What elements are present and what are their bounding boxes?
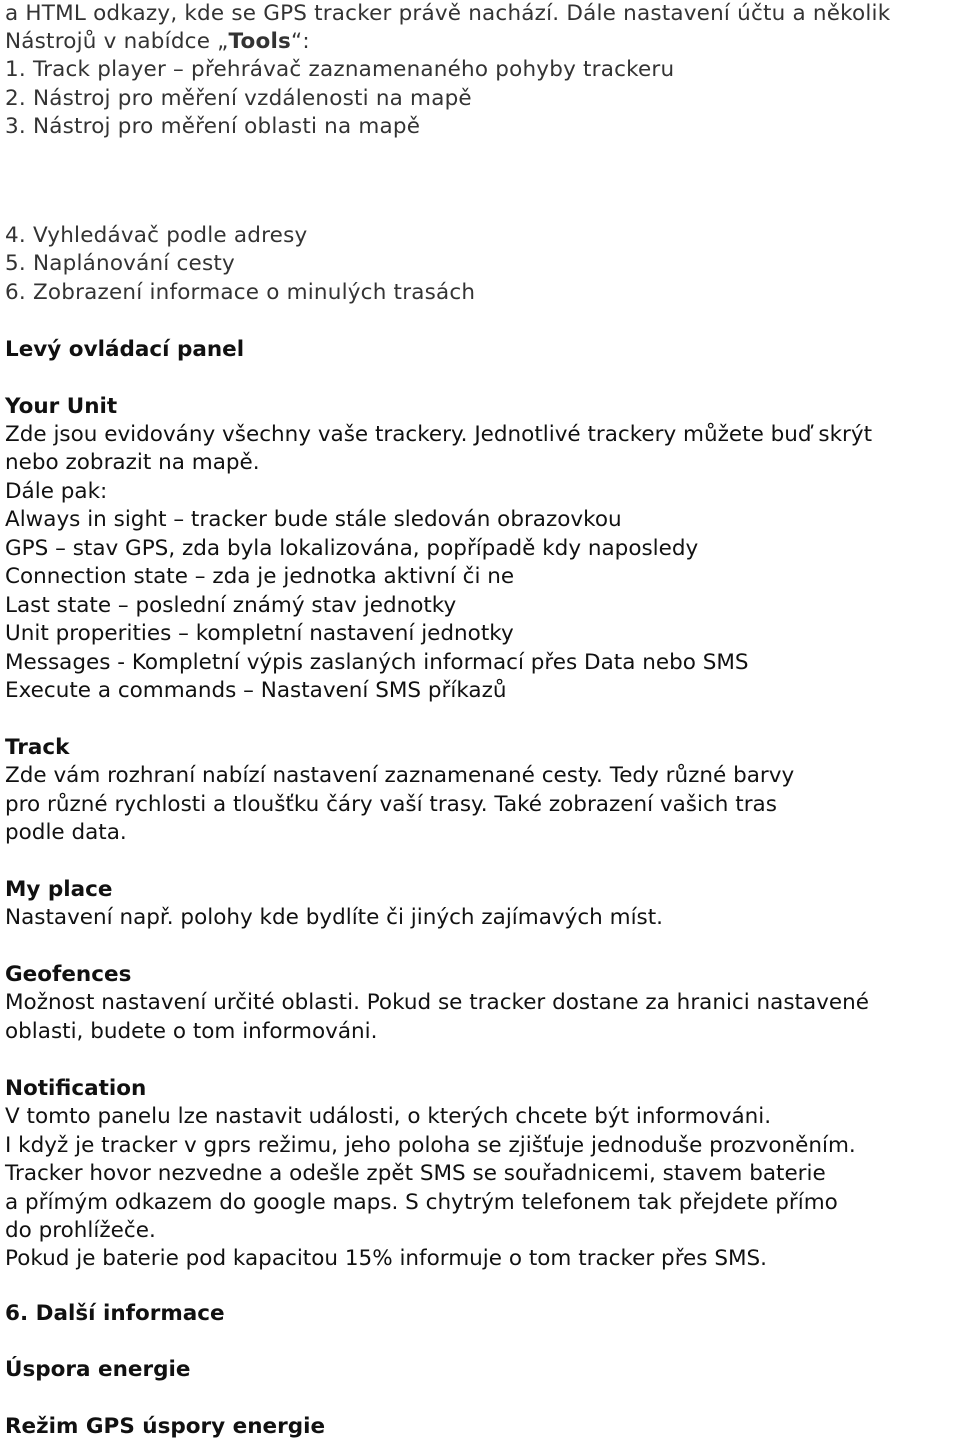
tool-item: 6. Zobrazení informace o minulých trasách xyxy=(5,280,476,305)
tools-label: Tools xyxy=(228,29,292,54)
section-heading-your-unit: Your Unit xyxy=(5,394,118,419)
paragraph-line: pro různé rychlosti a tloušťku čáry vaší trasy. Také zobrazení vašich tras xyxy=(5,792,777,817)
section-heading-my-place: My place xyxy=(5,877,113,902)
paragraph-line: a přímým odkazem do google maps. S chytrým telefonem tak přejdete přímo xyxy=(5,1190,838,1215)
section-heading-notification: Notification xyxy=(5,1076,147,1101)
tools-intro-line xyxy=(5,28,310,56)
section-heading-further-info: 6. Další informace xyxy=(5,1301,225,1326)
paragraph-line: Zde jsou evidovány všechny vaše trackery. Jednotlivé trackery můžete buď skrýt xyxy=(5,422,873,447)
tool-item: 5. Naplánování cesty xyxy=(5,251,235,276)
section-heading-geofences: Geofences xyxy=(5,962,132,987)
paragraph-line: Dále pak: xyxy=(5,479,108,504)
tools-intro-suffix: “: xyxy=(291,29,310,54)
paragraph-line: oblasti, budete o tom informováni. xyxy=(5,1019,378,1044)
list-item: GPS – stav GPS, zda byla lokalizována, popřípadě kdy naposledy xyxy=(5,536,699,561)
list-item: Execute a commands – Nastavení SMS příkazů xyxy=(5,678,507,703)
paragraph-line: Zde vám rozhraní nabízí nastavení zaznamenané cesty. Tedy různé barvy xyxy=(5,763,795,788)
list-item: Connection state – zda je jednotka aktivní či ne xyxy=(5,564,515,589)
list-item: Last state – poslední známý stav jednotky xyxy=(5,593,457,618)
list-item: Unit properities – kompletní nastavení jednotky xyxy=(5,621,514,646)
tool-item: 4. Vyhledávač podle adresy xyxy=(5,223,308,248)
tool-item: 2. Nástroj pro měření vzdálenosti na mapě xyxy=(5,86,472,111)
section-heading-track: Track xyxy=(5,735,70,760)
paragraph-line: Tracker hovor nezvedne a odešle zpět SMS se souřadnicemi, stavem baterie xyxy=(5,1161,826,1186)
paragraph-line: Pokud je baterie pod kapacitou 15% informuje o tom tracker přes SMS. xyxy=(5,1246,768,1271)
tool-item: 1. Track player – přehrávač zaznamenaného pohyby trackeru xyxy=(5,57,675,82)
list-item: Messages - Kompletní výpis zaslaných informací přes Data nebo SMS xyxy=(5,650,749,675)
section-heading-energy-saving: Úspora energie xyxy=(5,1357,191,1382)
paragraph-line: Nastavení např. polohy kde bydlíte či jiných zajímavých míst. xyxy=(5,905,664,930)
paragraph-line: nebo zobrazit na mapě. xyxy=(5,450,260,475)
list-item: Always in sight – tracker bude stále sledován obrazovkou xyxy=(5,507,622,532)
paragraph-line: podle data. xyxy=(5,820,127,845)
intro-line: a HTML odkazy, kde se GPS tracker právě nachází. Dále nastavení účtu a několik xyxy=(5,1,891,26)
section-heading-gps-saving-mode: Režim GPS úspory energie xyxy=(5,1414,326,1439)
tools-intro-prefix: Nástrojů v nabídce „ xyxy=(5,29,229,54)
paragraph-line: Možnost nastavení určité oblasti. Pokud se tracker dostane za hranici nastavené xyxy=(5,990,869,1015)
paragraph-line: V tomto panelu lze nastavit události, o kterých chcete být informováni. xyxy=(5,1104,772,1129)
tool-item: 3. Nástroj pro měření oblasti na mapě xyxy=(5,114,421,139)
section-heading-left-panel: Levý ovládací panel xyxy=(5,337,245,362)
paragraph-line: I když je tracker v gprs režimu, jeho poloha se zjišťuje jednoduše prozvoněním. xyxy=(5,1133,856,1158)
paragraph-line: do prohlížeče. xyxy=(5,1218,156,1243)
